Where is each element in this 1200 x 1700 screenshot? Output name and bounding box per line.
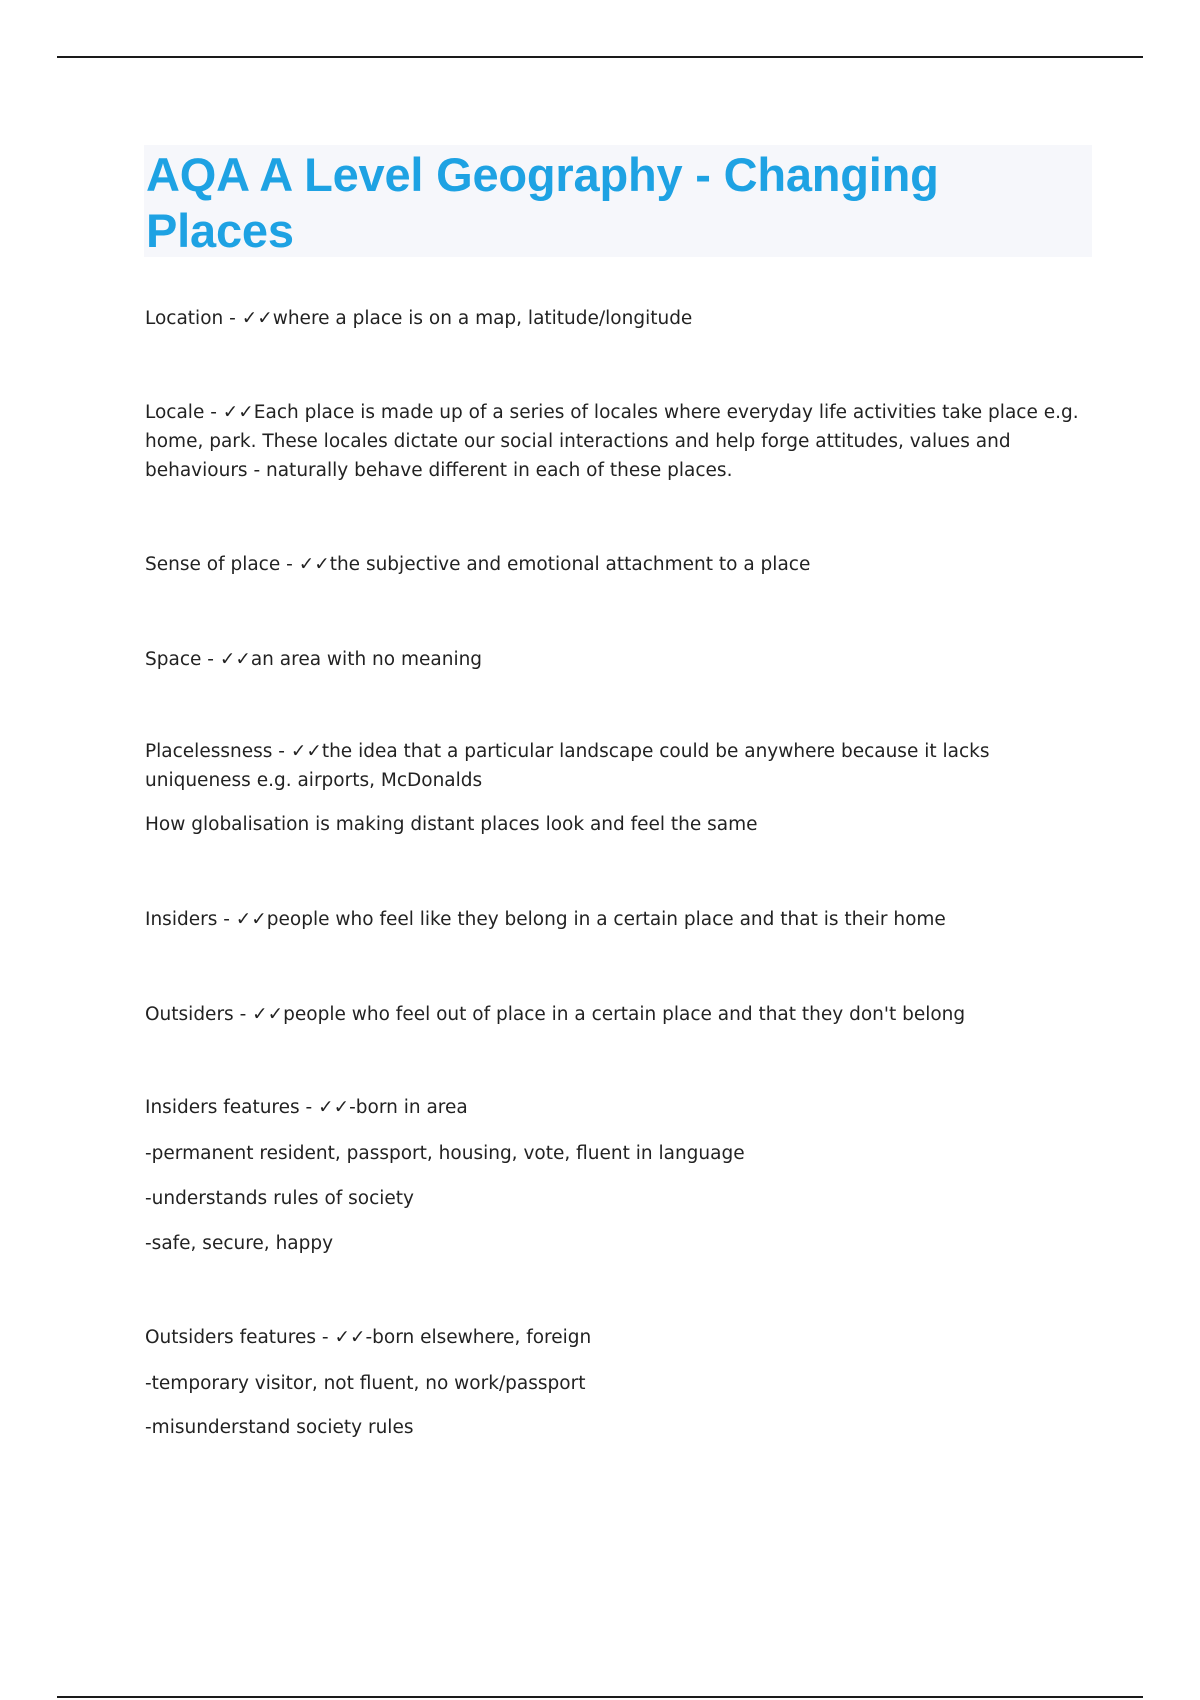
entry-line <box>145 550 1095 579</box>
check-mark-icon: ✓✓ <box>235 909 267 930</box>
entry-note: -temporary visitor, not fluent, no work/passport <box>145 1373 586 1394</box>
top-rule <box>57 56 1143 58</box>
entry-separator: - <box>280 554 299 575</box>
entry-separator: - <box>233 1004 253 1025</box>
check-mark-icon: ✓✓ <box>298 554 330 575</box>
entry-term: Sense of place <box>145 554 281 575</box>
entry-separator: - <box>217 909 236 930</box>
document-title: AQA A Level Geography - Changing Places <box>146 148 939 257</box>
title-banner <box>144 145 1092 257</box>
entry-term: Placelessness <box>145 741 273 762</box>
bottom-rule <box>57 1696 1143 1698</box>
entry-outsiders-features <box>145 1323 1095 1442</box>
entry-note: -understands rules of society <box>145 1188 415 1209</box>
check-mark-icon: ✓✓ <box>290 741 322 762</box>
entry-location <box>145 304 1095 333</box>
entry-note: -misunderstand society rules <box>145 1417 414 1438</box>
entry-term: Location <box>145 308 224 329</box>
entry-sense-of-place <box>145 550 1095 579</box>
entry-note: How globalisation is making distant places look and feel the same <box>145 814 758 835</box>
check-mark-icon: ✓✓ <box>222 402 254 423</box>
entry-line <box>145 737 1095 795</box>
entry-term: Insiders <box>145 909 218 930</box>
check-mark-icon: ✓✓ <box>252 1004 284 1025</box>
entry-line <box>145 304 1095 333</box>
entry-separator: - <box>272 741 291 762</box>
entry-term: Outsiders <box>145 1004 234 1025</box>
entry-insiders-features <box>145 1093 1095 1258</box>
check-mark-icon: ✓✓ <box>241 308 273 329</box>
entry-line <box>145 398 1095 485</box>
entry-definition: -born in area <box>349 1097 468 1118</box>
entry-separator: - <box>201 649 220 670</box>
entry-note: -permanent resident, passport, housing, vote, fluent in language <box>145 1143 745 1164</box>
entry-definition: people who feel like they belong in a certain place and that is their home <box>266 909 946 930</box>
entry-definition: the idea that a particular landscape could be anywhere because it lacks uniqueness e.g. airports, McDonalds <box>145 741 990 791</box>
check-mark-icon: ✓✓ <box>334 1327 366 1348</box>
check-mark-icon: ✓✓ <box>318 1097 350 1118</box>
entry-separator: - <box>223 308 242 329</box>
entry-definition: an area with no meaning <box>250 649 483 670</box>
entry-separator: - <box>204 402 223 423</box>
entry-term: Outsiders features <box>145 1327 316 1348</box>
entry-outsiders <box>145 1000 1095 1029</box>
entry-line <box>145 905 1095 934</box>
entry-line <box>145 645 1095 674</box>
entry-term: Space <box>145 649 202 670</box>
entry-definition: where a place is on a map, latitude/longitude <box>272 308 693 329</box>
entry-line <box>145 1093 1095 1122</box>
entry-definition: -born elsewhere, foreign <box>365 1327 592 1348</box>
entry-line <box>145 1000 1095 1029</box>
entry-term: Locale <box>145 402 205 423</box>
entry-line <box>145 1323 1095 1352</box>
entry-insiders <box>145 905 1095 934</box>
check-mark-icon: ✓✓ <box>219 649 251 670</box>
entry-definition: people who feel out of place in a certain place and that they don't belong <box>283 1004 966 1025</box>
entry-separator: - <box>316 1327 335 1348</box>
entry-placelessness <box>145 737 1095 839</box>
entry-definition: Each place is made up of a series of locales where everyday life activities take place e.g. home, park. These locales dictate our social interactions and help forge attitudes, values and behaviours - naturally behave different in each of these places. <box>145 402 1079 481</box>
entry-note: -safe, secure, happy <box>145 1233 334 1254</box>
entry-separator: - <box>299 1097 319 1118</box>
entry-term: Insiders features <box>145 1097 300 1118</box>
entry-space <box>145 645 1095 674</box>
entry-locale <box>145 398 1095 485</box>
entry-definition: the subjective and emotional attachment to a place <box>329 554 811 575</box>
